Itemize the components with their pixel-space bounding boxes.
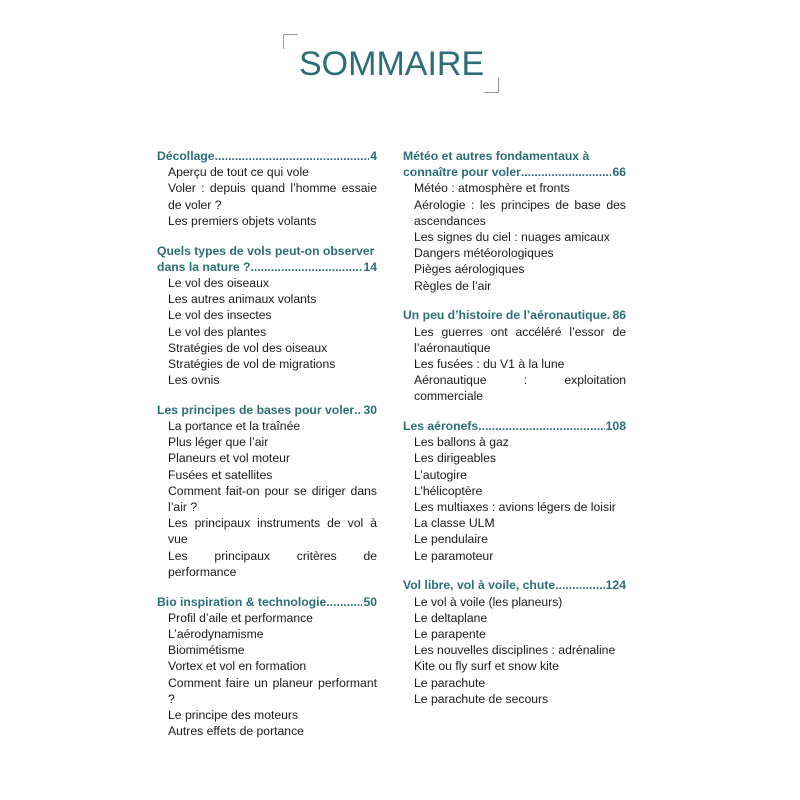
toc-item[interactable]: Comment fait-on pour se diriger dans l’air ? [168,483,377,515]
toc-item[interactable]: Les signes du ciel : nuages amicaux [414,230,610,245]
corner-bracket-bottom-right [484,78,499,93]
toc-item[interactable]: Le vol des insectes [168,308,272,323]
toc-item[interactable]: Le vol à voile (les planeurs) [414,594,563,609]
toc-item[interactable]: L’hélicoptère [414,483,483,498]
toc-subsection-list [157,418,377,580]
toc-item[interactable]: Météo : atmosphère et fronts [414,181,570,196]
toc-subsection-list [403,180,626,293]
toc-item[interactable]: Pièges aérologiques [414,262,525,277]
toc-item[interactable]: L’autogire [414,467,467,482]
dot-leader [478,418,604,434]
chapter-title-line: Quels types de vols peut-on observer [157,243,375,258]
toc-item[interactable]: Le parachute [414,675,486,690]
chapter-title-line: Météo et autres fondamentaux à [403,149,590,163]
toc-item[interactable]: Les multiaxes : avions légers de loisir [414,500,616,515]
chapter-title: Les aéronefs [403,419,479,434]
toc-chapter-heading[interactable] [157,402,377,418]
toc-subsection-list [403,434,626,564]
chapter-title-last-line [157,259,377,275]
toc-item[interactable]: Stratégies de vol de migrations [168,356,336,371]
toc-item[interactable]: Autres effets de portance [168,724,304,739]
toc-subsection-list [157,275,377,388]
chapter-page-number: 14 [363,259,377,274]
toc-section [403,148,626,294]
chapter-title: dans la nature ? [157,259,251,274]
toc-item[interactable]: Les dirigeables [414,451,496,466]
dot-leader [555,577,604,593]
corner-bracket-top-left [283,34,298,49]
toc-item[interactable]: Fusées et satellites [168,467,273,482]
toc-section [403,577,626,707]
toc-subsection-list [157,610,377,740]
toc-item[interactable]: Le deltaplane [414,610,488,625]
toc-chapter-heading[interactable] [157,594,377,610]
chapter-page-number: 86 [612,308,626,323]
toc-item[interactable]: Voler : depuis quand l’homme essaie de voler ? [168,181,377,212]
toc-subsection-list [157,164,377,229]
dot-leader [326,594,362,610]
chapter-page-number: 4 [370,149,377,163]
toc-section [157,148,377,229]
toc-chapter-heading[interactable] [157,148,377,164]
toc-item[interactable]: Aérologie : les principes de base des ascendances [414,197,626,228]
toc-column-right [403,148,626,707]
toc-section [157,402,377,580]
toc-item[interactable]: Planeurs et vol moteur [168,451,290,466]
toc-item[interactable]: Kite ou fly surf et snow kite [414,659,559,674]
toc-item[interactable]: La classe ULM [414,516,495,531]
toc-item[interactable]: Aperçu de tout ce qui vole [168,165,309,180]
dot-leader [250,259,362,275]
toc-section [403,418,626,564]
toc-section [403,307,626,404]
toc-chapter-heading[interactable] [403,307,626,323]
toc-item[interactable]: Comment faire un planeur performant ? [168,675,377,706]
toc-item[interactable]: Le pendulaire [414,532,488,547]
chapter-title: connaître pour voler [403,165,521,180]
toc-column-left [157,148,377,739]
toc-item[interactable]: Dangers météorologiques [414,246,554,261]
chapter-title: Vol libre, vol à voile, chute [403,578,556,593]
toc-item[interactable]: Les nouvelles disciplines : adrénaline [414,643,616,658]
toc-item[interactable]: Les ovnis [168,373,220,388]
toc-item[interactable]: Les premiers objets volants [168,213,317,228]
chapter-title: Les principes de bases pour voler [157,402,355,417]
toc-item[interactable]: Les guerres ont accéléré l’essor de l’aéronautique [414,324,626,355]
toc-item[interactable]: Les principaux instruments de vol à vue [168,516,377,547]
toc-item[interactable]: Le principe des moteurs [168,708,299,722]
toc-item[interactable]: Plus léger que l’air [168,435,269,450]
chapter-title: Bio inspiration & technologie [157,594,327,609]
toc-item[interactable]: Les fusées : du V1 à la lune [414,356,565,371]
title-frame [283,34,499,93]
toc-item[interactable]: Règles de l’air [414,278,492,293]
chapter-page-number: 30 [363,402,377,417]
toc-item[interactable]: Biomimétisme [168,643,245,658]
toc-item[interactable]: Le vol des oiseaux [168,275,269,290]
chapter-page-number: 124 [605,578,626,593]
toc-item[interactable]: L’aérodynamisme [168,626,264,641]
toc-item[interactable]: Les principaux critères de performance [168,548,377,579]
toc-chapter-heading[interactable] [403,148,626,180]
toc-item[interactable]: Les ballons à gaz [414,435,509,450]
toc-item[interactable]: Le parachute de secours [414,691,549,706]
dot-leader [354,402,362,418]
chapter-title: Un peu d’histoire de l’aéronautique [403,308,607,323]
toc-item[interactable]: Le paramoteur [414,548,494,563]
toc-item[interactable]: Profil d’aile et performance [168,610,313,625]
toc-item[interactable]: Le vol des plantes [168,324,267,339]
toc-subsection-list [403,324,626,405]
page-title: SOMMAIRE [299,45,485,83]
toc-subsection-list [403,594,626,707]
toc-chapter-heading[interactable] [403,577,626,593]
toc-chapter-heading[interactable] [403,418,626,434]
dot-leader [521,164,612,180]
dot-leader [215,148,370,164]
toc-section [157,594,377,740]
toc-chapter-heading[interactable] [157,243,377,275]
toc-item[interactable]: Les autres animaux volants [168,292,317,307]
toc-item[interactable]: Vortex et vol en formation [168,659,307,674]
toc-item[interactable]: La portance et la traînée [168,419,301,434]
chapter-title-last-line [403,164,626,180]
chapter-page-number: 108 [605,419,626,434]
chapter-page-number: 66 [612,165,626,180]
toc-item[interactable]: Le parapente [414,626,486,641]
chapter-title: Décollage [157,149,215,163]
toc-item[interactable]: Aéronautique : exploitation commerciale [414,373,626,404]
chapter-page-number: 50 [363,594,377,609]
toc-item[interactable]: Stratégies de vol des oiseaux [168,340,328,355]
toc-section [157,243,377,389]
